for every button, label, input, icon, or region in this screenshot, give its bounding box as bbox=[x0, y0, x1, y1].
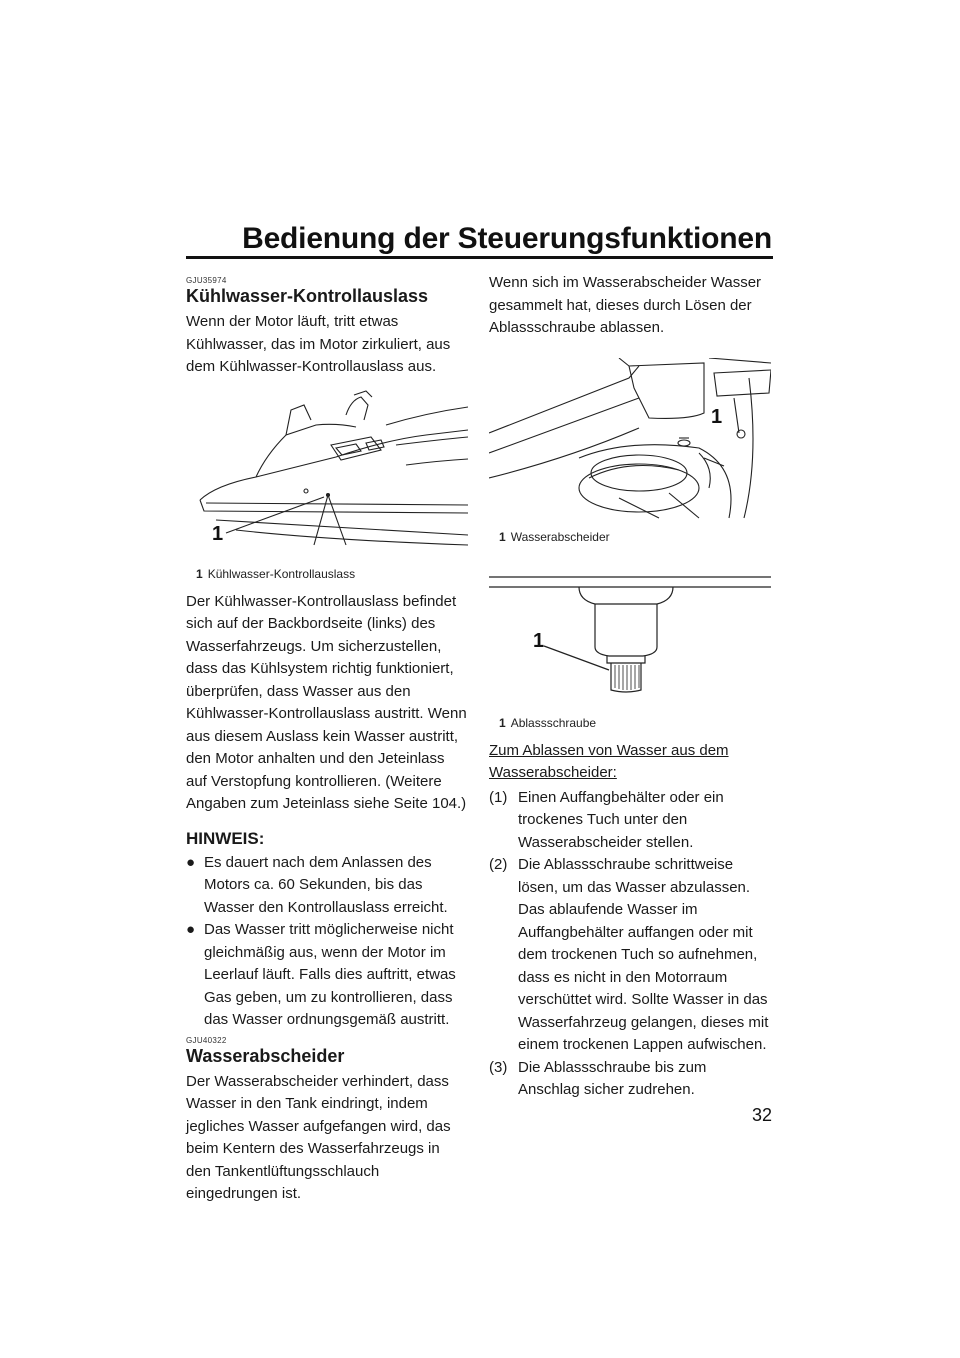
note-text: Das Wasser tritt möglicherweise nicht gleichmäßig aus, wenn der Motor im Leerlauf läuft. Falls dies auftritt, etwas Gas geben, um zu kontrollieren, dass das Wasser ordnungsgemäß austritt. bbox=[204, 921, 456, 1028]
caption-text: Kühlwasser-Kontrollauslass bbox=[207, 566, 356, 581]
section-code: GJU40322 bbox=[186, 1035, 227, 1045]
step-number: (1) bbox=[489, 788, 508, 806]
caption-number: 1 bbox=[499, 715, 506, 730]
note-list bbox=[186, 852, 468, 1032]
page-title: Bedienung der Steuerungsfunktionen bbox=[242, 222, 772, 255]
list-item bbox=[489, 854, 771, 1057]
list-item bbox=[489, 787, 771, 855]
step-text: Einen Auffangbehälter oder ein trockenes Tuch unter den Wasserabscheider stellen. bbox=[518, 788, 724, 851]
caption-text: Wasserabscheider bbox=[510, 529, 610, 544]
figure-callout-1: 1 bbox=[533, 629, 545, 652]
drain-steps bbox=[489, 787, 771, 1102]
note-heading: HINWEIS: bbox=[186, 828, 265, 848]
cooling-outlet-body: Der Kühlwasser-Kontrollauslass befindet sich auf der Backbordseite (links) des Wasserfahrzeugs. Um sicherzustellen, dass das Kühlsystem richtig funktioniert, überprüfen, dass Wasser aus den Kühlwasser-Kontrollauslass austritt. Wenn aus diesem Auslass kein Wasser austritt, den Motor anhalten und den Jeteinlass auf Verstopfung kontrollieren. (Weitere Angaben zum Jeteinlass siehe Seite 104.) bbox=[186, 592, 467, 812]
page-number: 32 bbox=[751, 1105, 772, 1125]
section-heading-cooling-outlet: Kühlwasser-Kontrollauslass bbox=[186, 286, 429, 306]
right-column bbox=[489, 272, 771, 1102]
step-number: (3) bbox=[489, 1058, 508, 1076]
drain-intro: Wenn sich im Wasserabscheider Wasser gesammelt hat, dieses durch Lösen der Ablassschraube ablassen. bbox=[489, 274, 762, 336]
caption-text: Ablassschraube bbox=[510, 715, 597, 730]
drain-screw-diagram bbox=[489, 562, 771, 712]
jetski-illustration bbox=[186, 385, 468, 563]
figure-caption bbox=[499, 530, 771, 544]
figure-caption bbox=[499, 716, 771, 730]
water-separator-body: Der Wasserabscheider verhindert, dass Wasser in den Tank eindringt, indem jegliches Wasser aufgefangen wird, das beim Kentern des Wasserfahrzeugs in den Tankentlüftungsschlauch eingedrungen ist. bbox=[186, 1072, 451, 1202]
section-code: GJU35974 bbox=[186, 276, 227, 285]
left-column bbox=[186, 272, 468, 1206]
drain-procedure-heading: Zum Ablassen von Wasser aus dem Wasserabscheider: bbox=[489, 741, 729, 781]
watercraft-drawing bbox=[186, 385, 468, 563]
engine-bay-drawing bbox=[489, 358, 771, 526]
figure-caption bbox=[196, 567, 468, 581]
step-text: Die Ablassschraube bis zum Anschlag sicher zudrehen. bbox=[518, 1058, 707, 1098]
note-text: Es dauert nach dem Anlassen des Motors ca. 60 Sekunden, bis das Wasser den Kontrollauslass erreicht. bbox=[204, 853, 448, 916]
list-item bbox=[489, 1057, 771, 1102]
list-item bbox=[186, 919, 468, 1032]
step-text: Die Ablassschraube schrittweise lösen, um das Wasser abzulassen. Das ablaufende Wasser im Auffangbehälter auffangen oder mit dem trockenen Tuch so aufnehmen, dass es nicht in den Motorraum verschüttet wird. Sollte Wasser in das Wasserfahrzeug gelangen, dieses mit einem trockenen Lappen aufwischen. bbox=[518, 856, 769, 1053]
section-heading-water-separator: Wasserabscheider bbox=[186, 1045, 345, 1066]
caption-number: 1 bbox=[196, 566, 203, 581]
bullet-icon: ● bbox=[186, 853, 196, 871]
caption-number: 1 bbox=[499, 529, 506, 544]
cooling-outlet-intro: Wenn der Motor läuft, tritt etwas Kühlwasser, das im Motor zirkuliert, aus dem Kühlwasser-Kontrollauslass aus. bbox=[186, 313, 451, 375]
figure-callout-1: 1 bbox=[711, 405, 723, 428]
list-item bbox=[186, 852, 468, 920]
header-rule bbox=[186, 256, 773, 259]
step-number: (2) bbox=[489, 856, 508, 873]
bullet-icon: ● bbox=[186, 921, 196, 938]
water-separator-photo bbox=[489, 358, 771, 526]
drain-screw-drawing bbox=[489, 562, 771, 712]
figure-callout-1: 1 bbox=[212, 522, 224, 545]
